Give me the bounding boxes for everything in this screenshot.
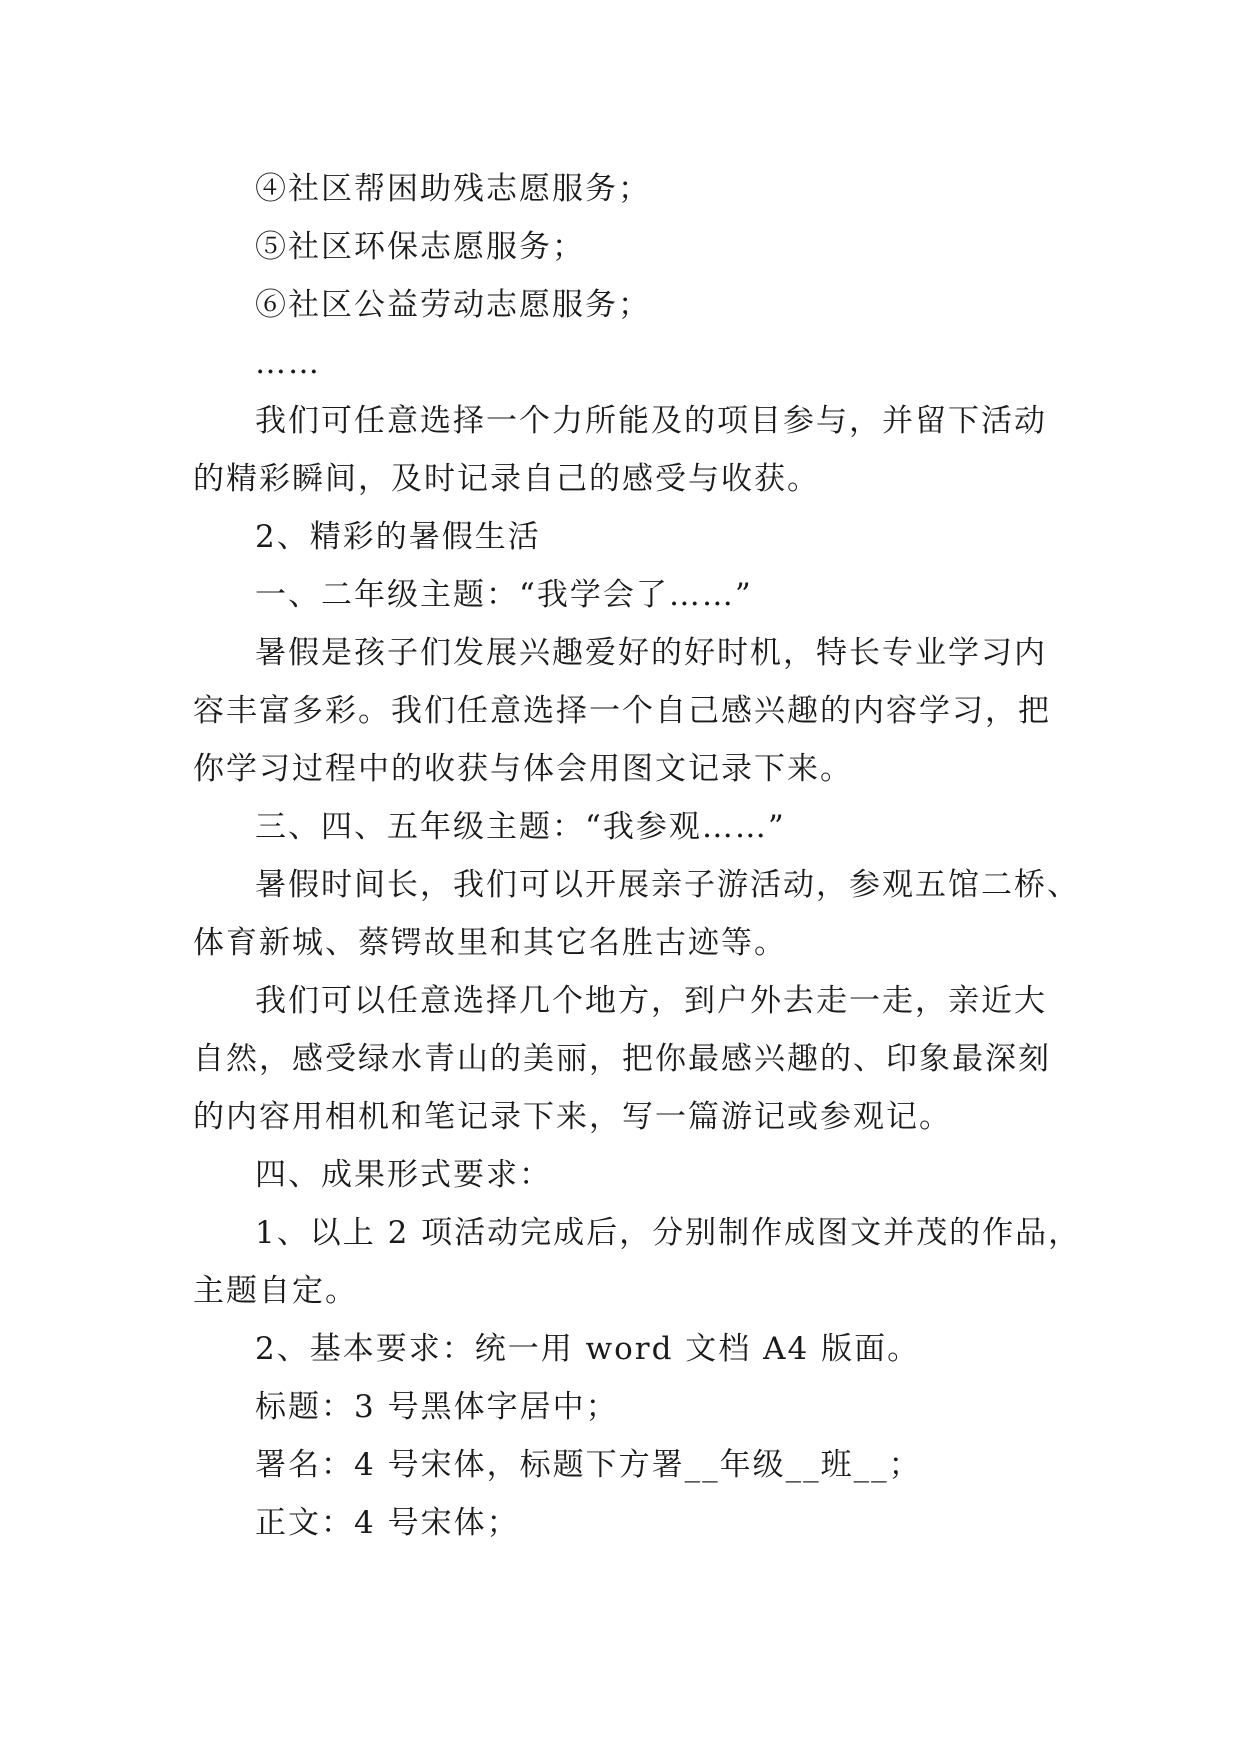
text-line: 正文：4 号宋体； — [255, 1505, 520, 1541]
text-line: ④社区帮困助残志愿服务； — [255, 171, 651, 207]
text-line: 署名：4 号宋体，标题下方署__年级__班__； — [255, 1447, 922, 1483]
text-line: 体育新城、蔡锷故里和其它名胜古迹等。 — [193, 925, 787, 961]
text-line: 容丰富多彩。我们任意选择一个自己感兴趣的内容学习，把 — [193, 693, 1051, 729]
text-line: 2、基本要求：统一用 word 文档 A4 版面。 — [255, 1331, 921, 1367]
section-heading: 2、精彩的暑假生活 — [255, 519, 541, 555]
text-line: 主题自定。 — [193, 1273, 358, 1309]
text-line: 标题：3 号黑体字居中； — [255, 1389, 619, 1425]
text-line: 暑假是孩子们发展兴趣爱好的好时机，特长专业学习内 — [255, 635, 1047, 671]
text-line: 暑假时间长，我们可以开展亲子游活动，参观五馆二桥、 — [255, 867, 1080, 903]
text-line: 的精彩瞬间，及时记录自己的感受与收获。 — [193, 461, 820, 497]
subsection-heading: 一、二年级主题：“我学会了……” — [255, 577, 753, 613]
text-line: 自然，感受绿水青山的美丽，把你最感兴趣的、印象最深刻 — [193, 1041, 1051, 1077]
text-line: 我们可任意选择一个力所能及的项目参与，并留下活动 — [255, 403, 1047, 439]
text-line: 1、以上 2 项活动完成后，分别制作成图文并茂的作品， — [255, 1215, 1082, 1251]
section-heading: 四、成果形式要求： — [255, 1157, 552, 1193]
text-line: ⑤社区环保志愿服务； — [255, 229, 585, 265]
text-line: 你学习过程中的收获与体会用图文记录下来。 — [193, 751, 853, 787]
document-body — [193, 160, 1082, 1552]
text-line: 的内容用相机和笔记录下来，写一篇游记或参观记。 — [193, 1099, 952, 1135]
text-line: …… — [255, 345, 321, 381]
text-line: ⑥社区公益劳动志愿服务； — [255, 287, 651, 323]
text-line: 我们可以任意选择几个地方，到户外去走一走，亲近大 — [255, 983, 1047, 1019]
subsection-heading: 三、四、五年级主题：“我参观……” — [255, 809, 786, 845]
